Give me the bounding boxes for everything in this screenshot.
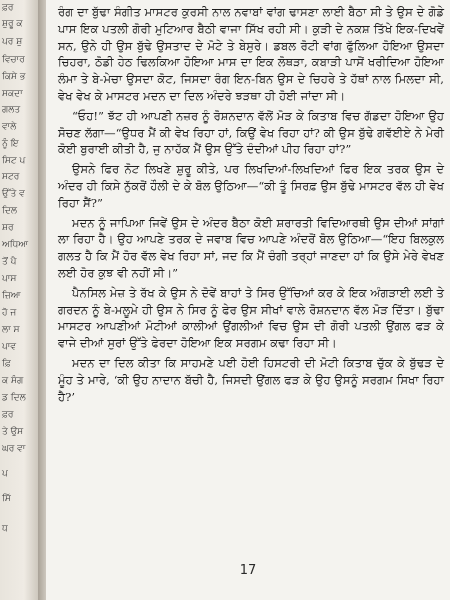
facing-text-fragment: ਸਿੱ	[2, 494, 11, 504]
facing-text-fragment: ਪਰ ਸ਼ੁ	[2, 37, 23, 47]
facing-text-fragment: ਕ ਸੰਗ	[2, 376, 24, 386]
facing-text-fragment: ਤੇ ਉਸ	[2, 427, 24, 437]
facing-text-fragment: ਤੋਂ ਪੈ	[2, 257, 17, 267]
facing-text-fragment: ਪਾਵ	[2, 342, 17, 352]
facing-text-fragment: ਦਿਲ	[2, 206, 17, 216]
facing-text-fragment: ਸ਼ਰ	[2, 223, 14, 233]
facing-text-fragment: ਜ਼ਿਆ	[2, 291, 21, 301]
facing-page-edge	[0, 0, 40, 600]
facing-text-fragment: ਅਧਿਆ	[2, 240, 29, 250]
paragraph: ਰੰਗ ਦਾ ਬੁੱਢਾ ਸੰਗੀਤ ਮਾਸਟਰ ਕੁਰਸੀ ਨਾਲ ਨਵਾਬਾਂ ਵਾਂਗ ਢਾਸਣਾ ਲਾਈ ਬੈਠਾ ਸੀ ਤੇ ਉਸ ਦੇ ਗੋਡੇ ਪਾਸ ਇਕ ਪਤਲੀ ਗੋਰੀ ਮੁਟਿਆਰ ਬੈਠੀ ਵਾਜਾ ਸਿੱਖ ਰਹੀ ਸੀ। ਕੁੜੀ ਦੇ ਨਕਸ਼ ਤਿੱਖੇ ਇਕ-ਦਿਖਵੇਂ ਸਨ, ਉਨੇ ਹੀ ਉਸ ਬੁੱਢੇ ਉਸਤਾਦ ਦੇ ਮੋਟੇ ਤੇ ਬੇਸੁਰੇ। ਡਬਲ ਰੋਟੀ ਵਾਂਗ ਫੁੱਲਿਆ ਹੋਇਆ ਉਸਦਾ ਚਿਹਰਾ, ਠੋਡੀ ਹੇਠ ਢਿਲਕਿਆ ਹੋਇਆ ਮਾਸ ਦਾ ਇਕ ਲੋਥੜਾ, ਕਬਾੜੀ ਪਾਸੋਂ ਖਰੀਦਿਆ ਹੋਇਆ ਲੰਮਾ ਤੇ ਬੇ-ਮੇਚਾ ਉਸਦਾ ਕੋਟ, ਜਿਸਦਾ ਰੰਗ ਇਨ-ਬਿਨ ਉਸ ਦੇ ਚਿਹਰੇ ਤੇ ਹੱਥਾਂ ਨਾਲ ਮਿਲਦਾ ਸੀ, ਵੇਖ ਵੇਖ ਕੇ ਮਾਸਟਰ ਮਦਨ ਦਾ ਦਿਲ ਅੰਦਰੇ ਝੜਥਾ ਹੀ ਹੋਈ ਜਾਂਦਾ ਸੀ।	[58, 5, 444, 103]
facing-text-fragment: ਹੋ ਜ	[2, 308, 17, 318]
page-number: 17	[239, 563, 257, 578]
facing-text-fragment: ਵਿਚਾਰ	[2, 55, 25, 65]
facing-text-fragment: ਧ	[2, 524, 8, 534]
facing-text-fragment: ਸ਼ੁਰੂ ਕ	[2, 19, 23, 29]
facing-text-fragment: ਪ	[2, 469, 8, 479]
facing-text-fragment: ਫ਼ਿ	[2, 359, 11, 369]
book-page	[46, 0, 450, 600]
facing-text-fragment: ਲਾ ਸ	[2, 325, 20, 335]
paragraph: ਉਸਨੇ ਫਿਰ ਨੋਟ ਲਿਖਣੇ ਸ਼ੁਰੂ ਕੀਤੇ, ਪਰ ਲਿਖਦਿਆਂ-ਲਿਖਦਿਆਂ ਫਿਰ ਇਕ ਤਰਕ ਉਸ ਦੇ ਅੰਦਰ ਹੀ ਕਿਸੇ ਨੁੱਕਰੋਂ ਹੌਲੀ ਦੇ ਕੇ ਬੋਲ ਉਠਿਆ—“ਕੀ ਤੂੰ ਸਿਰਫ਼ ਉਸ ਬੁੱਢੇ ਮਾਸਟਰ ਵੱਲ ਹੀ ਵੇਖ ਰਿਹਾ ਸੈਂ?”	[58, 162, 444, 210]
facing-text-fragment: ਵਾਲੇ	[2, 122, 17, 132]
facing-text-fragment: ਗਲਤ	[2, 105, 21, 115]
facing-text-fragment: ਸਿਟ ਪ	[2, 156, 26, 166]
facing-text-fragment: ਡ ਦਿਲ	[2, 393, 26, 403]
facing-text-fragment: ਉੱਤੇ ਵ	[2, 189, 25, 199]
paragraph: ਪੈਨਸਿਲ ਮੇਜ਼ ਤੇ ਰੱਖ ਕੇ ਉਸ ਨੇ ਦੋਵੇਂ ਬਾਹਾਂ ਤੇ ਸਿਰ ਉੱਚਿਆਂ ਕਰ ਕੇ ਇਕ ਅੰਗੜਾਈ ਲਈ ਤੇ ਗਰਦਨ ਨੂੰ ਬੇ-ਮਲੂਮੇ ਹੀ ਉਸ ਨੇ ਸਿਰ ਨੂੰ ਫੇਰ ਉਸ ਸੀਖਾਂ ਵਾਲੇ ਰੋਸ਼ਨਦਾਨ ਵੱਲ ਮੋੜ ਦਿੱਤਾ। ਬੁੱਢਾ ਮਾਸਟਰ ਆਪਣੀਆਂ ਮੋਟੀਆਂ ਕਾਲੀਆਂ ਉਂਗਲੀਆਂ ਵਿਚ ਉਸ ਦੀ ਗੋਰੀ ਪਤਲੀ ਉਂਗਲ ਫੜ ਕੇ ਵਾਜੇ ਦੀਆਂ ਸੁਰਾਂ ਉੱਤੇ ਫੇਰਦਾ ਹੋਇਆ ਇਕ ਸਰਗਮ ਕਢਾ ਰਿਹਾ ਸੀ।	[58, 285, 444, 351]
facing-text-fragment: ਕਿਸੇ ਭ	[2, 72, 26, 82]
facing-text-fragment: ਫ਼ਰ	[2, 3, 14, 13]
body-text	[58, 4, 444, 408]
facing-text-fragment: ਨੂੰ ਇ	[2, 139, 19, 149]
paragraph: “ਓਹ!” ਝੱਟ ਹੀ ਆਪਣੀ ਨਜ਼ਰ ਨੂੰ ਰੋਸ਼ਨਦਾਨ ਵੱਲੋਂ ਮੋੜ ਕੇ ਕਿਤਾਬ ਵਿਚ ਗੱਡਦਾ ਹੋਇਆ ਉਹ ਸੋਚਣ ਲੱਗਾ—“ਉਧਰ ਮੈਂ ਕੀ ਵੇਖ ਰਿਹਾ ਹਾਂ, ਕਿਉਂ ਵੇਖ ਰਿਹਾ ਹਾਂ? ਕੀ ਉਸ ਬੁੱਢੇ ਗਵੱਈਏ ਨੇ ਮੇਰੀ ਕੋਈ ਬੁਰਾਈ ਕੀਤੀ ਹੈ, ਜੁ ਨਾਹੱਕ ਮੈਂ ਉਸ ਉੱਤੇ ਦੰਦੀਆਂ ਪੀਹ ਰਿਹਾ ਹਾਂ?”	[58, 108, 444, 157]
paragraph: ਮਦਨ ਨੂੰ ਜਾਪਿਆ ਜਿਵੇਂ ਉਸ ਦੇ ਅੰਦਰ ਬੈਠਾ ਕੋਈ ਸ਼ਰਾਰਤੀ ਵਿਦਿਆਰਥੀ ਉਸ ਦੀਆਂ ਸਾਂਗਾਂ ਲਾ ਰਿਹਾ ਹੈ। ਉਹ ਆਪਣੇ ਤਰਕ ਦੇ ਜਵਾਬ ਵਿਚ ਆਪਣੇ ਅੰਦਰੋਂ ਬੋਲ ਉਠਿਆ—“ਇਹ ਬਿਲਕੁਲ ਗਲਤ ਹੈ ਕਿ ਮੈਂ ਹੋਰ ਵੱਲ ਵੇਖ ਰਿਹਾ ਸਾਂ, ਜਦ ਕਿ ਮੈਂ ਚੰਗੀ ਤਰ੍ਹਾਂ ਜਾਣਦਾ ਹਾਂ ਕਿ ਉਸੇ ਮੇਰੇ ਵੇਖਣ ਲਈ ਹੋਰ ਕੁਝ ਵੀ ਨਹੀਂ ਸੀ।”	[58, 215, 444, 280]
facing-text-fragment: ਸਕਦਾ	[2, 89, 23, 99]
facing-text-fragment: ਘਰ ਵਾ	[2, 444, 26, 454]
facing-text-fragment: ਫ਼ਰ	[2, 410, 14, 420]
facing-text-fragment: ਸਟਰ	[2, 172, 20, 182]
facing-text-fragment: ਪਾਸ	[2, 274, 17, 284]
paragraph: ਮਦਨ ਦਾ ਦਿਲ ਕੀਤਾ ਕਿ ਸਾਹਮਣੇ ਪਈ ਹੋਈ ਹਿਸਟਰੀ ਦੀ ਮੋਟੀ ਕਿਤਾਬ ਚੁੱਕ ਕੇ ਬੁੱਢੜ ਦੇ ਮੂੰਹ ਤੇ ਮਾਰੇ, ‘ਕੀ ਉਹ ਨਾਦਾਨ ਬੱਚੀ ਹੈ, ਜਿਸਦੀ ਉਂਗਲ ਫੜ ਕੇ ਉਹ ਉਸਨੂੰ ਸਰਗਮ ਸਿਖਾ ਰਿਹਾ ਹੈ?’	[58, 355, 444, 404]
